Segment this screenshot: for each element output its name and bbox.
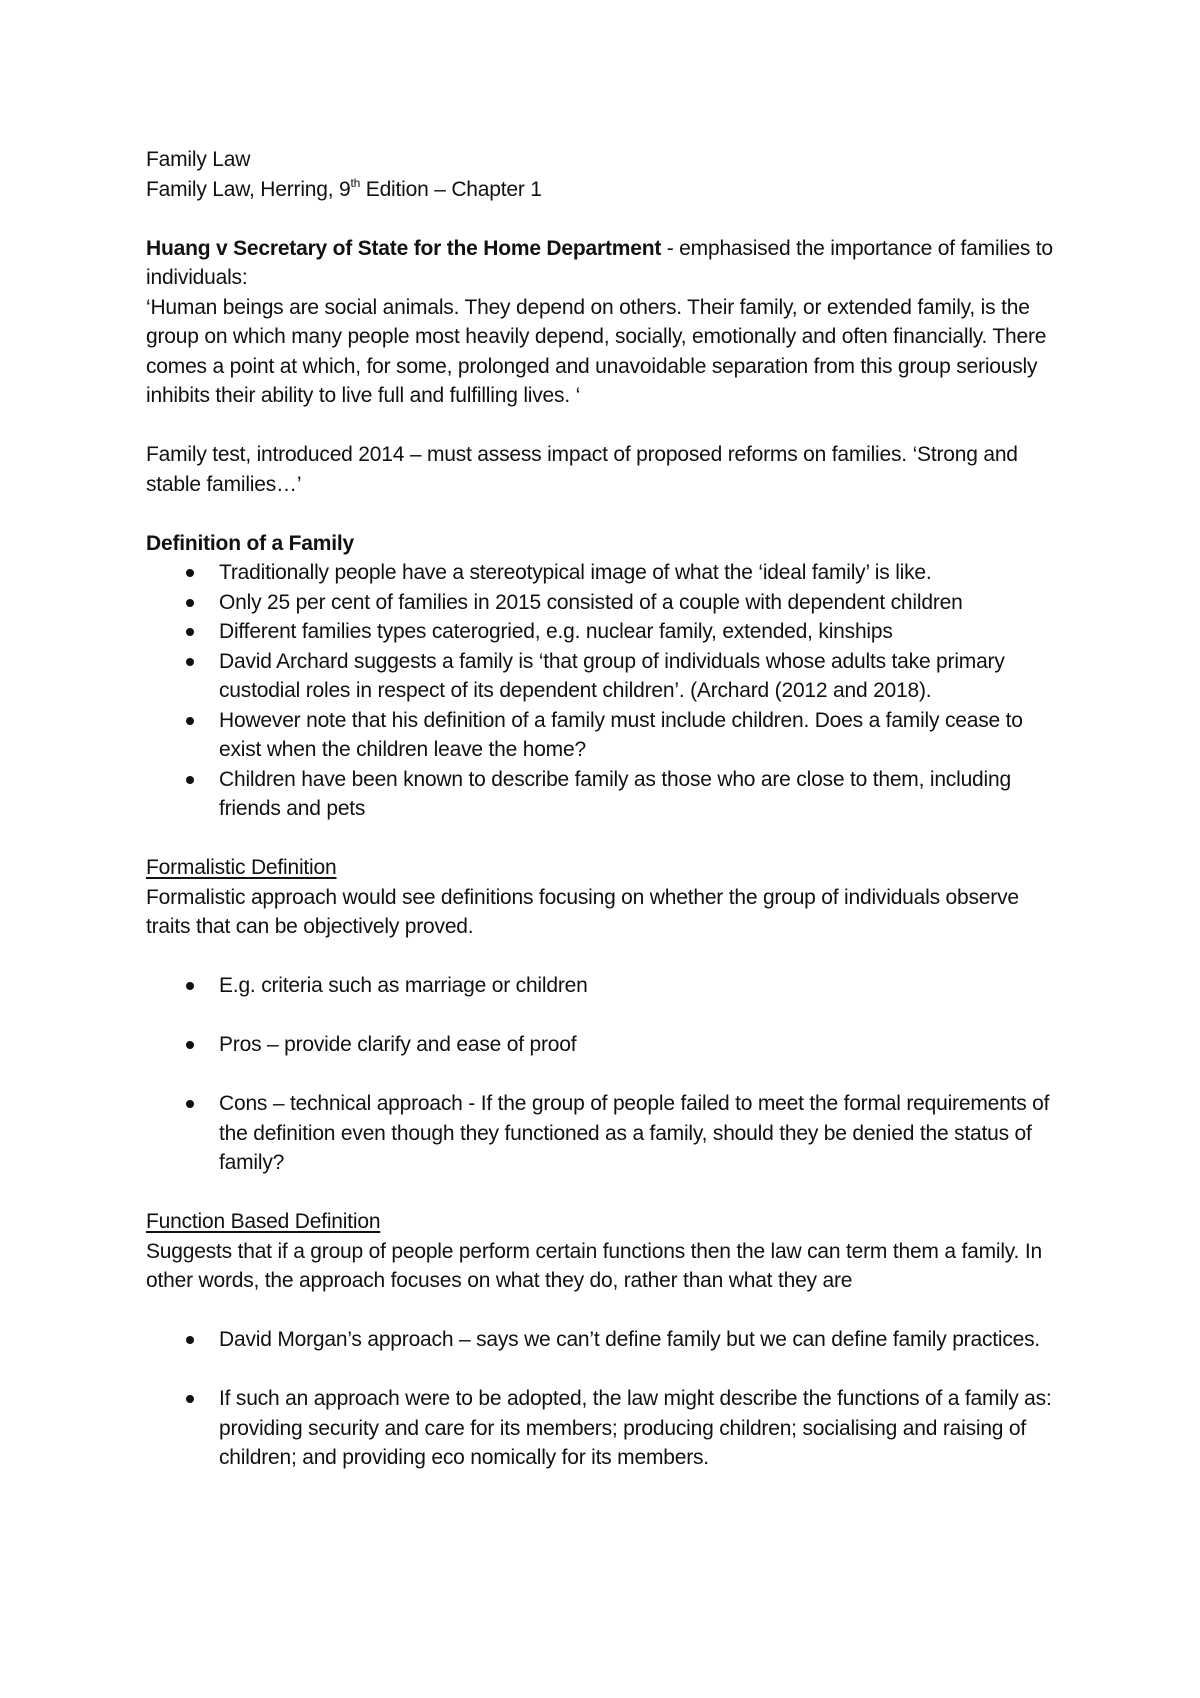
spacer [146, 499, 1066, 529]
list-item [146, 971, 1066, 1001]
list-item-text: Pros – provide clarify and ease of proof [219, 1033, 577, 1056]
spacer [146, 204, 1066, 234]
list-item-text: David Archard suggests a family is ‘that group of individuals whose adults take primary custodial roles in respect of its dependent children’. (Archard (2012 and 2018). [219, 649, 1005, 702]
bullet-icon [186, 776, 194, 784]
bullet-icon [186, 599, 194, 607]
function-heading: Function Based Definition [146, 1210, 381, 1233]
bullet-icon [186, 1395, 194, 1403]
bullet-icon [186, 658, 194, 666]
list-item [146, 706, 1066, 765]
function-list [146, 1325, 1066, 1473]
family-test-paragraph: Family test, introduced 2014 – must assess impact of proposed reforms on families. ‘Strong and stable families…’ [146, 443, 1018, 496]
huang-paragraph [146, 234, 1066, 293]
document-page [146, 145, 1066, 1473]
spacer [146, 1296, 1066, 1326]
list-item [146, 647, 1066, 706]
list-item [146, 1384, 1066, 1473]
list-item [146, 1325, 1066, 1355]
list-item [146, 765, 1066, 824]
formalistic-text: Formalistic approach would see definitions focusing on whether the group of individuals observe traits that can be objectively proved. [146, 885, 1019, 938]
list-item [146, 1089, 1066, 1178]
list-item [146, 558, 1066, 588]
list-item-text: Different families types caterogried, e.g. nuclear family, extended, kinships [219, 620, 893, 643]
definition-list [146, 558, 1066, 824]
book-reference-main: Family Law, Herring, 9 [146, 177, 351, 201]
spacer [146, 942, 1066, 972]
spacer [146, 1178, 1066, 1208]
function-text: Suggests that if a group of people perform certain functions then the law can term them a family. In other words, the approach focuses on what they do, rather than what they are [146, 1239, 1042, 1292]
spacer [146, 824, 1066, 854]
list-item-text: Only 25 per cent of families in 2015 consisted of a couple with dependent children [219, 590, 963, 614]
book-reference-chapter: Edition – Chapter 1 [360, 177, 542, 201]
list-item-text: David Morgan’s approach – says we can’t define family but we can define family practices. [219, 1328, 1041, 1351]
formalistic-heading: Formalistic Definition [146, 856, 337, 879]
bullet-icon [186, 569, 194, 577]
list-item-text: Traditionally people have a stereotypical image of what the ‘ideal family’ is like. [219, 561, 932, 584]
bullet-icon [186, 1041, 194, 1049]
bullet-icon [186, 628, 194, 636]
formalistic-list [146, 971, 1066, 1178]
list-item [146, 617, 1066, 647]
bullet-icon [186, 717, 194, 725]
bullet-icon [186, 1100, 194, 1108]
bullet-icon [186, 1336, 194, 1344]
list-item-text: Children have been known to describe family as those who are close to them, including friends and pets [219, 767, 1011, 820]
book-reference [146, 175, 1066, 205]
list-item [146, 588, 1066, 618]
case-intro: - emphasised the importance of families to individuals: [146, 236, 1053, 289]
spacer [146, 411, 1066, 441]
list-item-text: Cons – technical approach - If the group of people failed to meet the formal requirements of the definition even though they functioned as a family, should they be denied the status of family? [219, 1092, 1050, 1174]
list-item [146, 1030, 1066, 1060]
document-title: Family Law [146, 148, 251, 171]
list-item-text: E.g. criteria such as marriage or children [219, 974, 588, 997]
list-item-text: If such an approach were to be adopted, the law might describe the functions of a family as: providing security and care for its members; producing children; socialising and raising of children; and providing eco nomically for its members. [219, 1387, 1052, 1469]
definition-heading: Definition of a Family [146, 531, 354, 555]
list-item-text: However note that his definition of a family must include children. Does a family cease to exist when the children leave the home? [219, 708, 1023, 761]
bullet-icon [186, 982, 194, 990]
case-name: Huang v Secretary of State for the Home Department [146, 236, 662, 260]
edition-superscript: th [350, 175, 361, 190]
huang-quote: ‘Human beings are social animals. They depend on others. Their family, or extended family, is the group on which many people most heavily depend, socially, emotionally and often financially. There comes a point at which, for some, prolonged and unavoidable separation from this group seriously inhibits their ability to live full and fulfilling lives. ‘ [146, 295, 1047, 407]
